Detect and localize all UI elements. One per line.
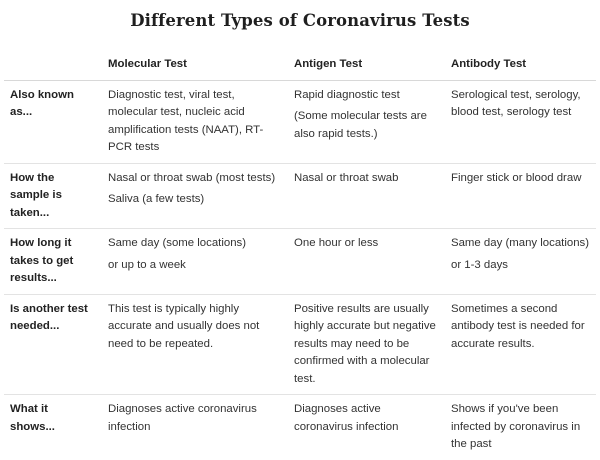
table-row [4,395,596,460]
cell-text: or up to a week [108,258,186,271]
cell-text: This test is typically highly accurate and usually does not need to be repeated. [108,302,260,350]
cell-antibody [445,163,596,229]
header-molecular-test: Molecular Test [102,56,288,80]
cell-antibody [445,294,596,395]
row-label: How the sample is taken... [4,163,102,229]
cell-text: Sometimes a second antibody test is needed for accurate results. [451,302,585,350]
cell-text: Rapid diagnostic test [294,88,400,101]
cell-antigen [288,294,445,395]
row-label: Also known as... [4,80,102,163]
cell-text: Diagnoses active coronavirus infection [294,403,399,433]
table-header-row [4,56,596,80]
comparison-table [4,56,596,460]
header-antibody-test: Antibody Test [445,56,596,80]
table-row [4,163,596,229]
row-label: What it shows... [4,395,102,460]
row-label: Is another test needed... [4,294,102,395]
cell-molecular [102,229,288,295]
table-row [4,80,596,163]
cell-text: Nasal or throat swab (most tests) [108,171,276,184]
cell-text: (Some molecular tests are also rapid tests.) [294,110,427,140]
cell-molecular [102,395,288,460]
cell-antigen [288,395,445,460]
header-empty [4,56,102,80]
cell-antigen [288,229,445,295]
cell-text: Diagnostic test, viral test, molecular test, nucleic acid amplification tests (NAAT), RT-PCR tests [108,88,264,153]
cell-antigen [288,163,445,229]
cell-text: Nasal or throat swab [294,171,399,184]
cell-antibody [445,229,596,295]
cell-text: or 1-3 days [451,258,508,271]
cell-antibody [445,80,596,163]
cell-text: Same day (many locations) [451,237,590,249]
cell-molecular [102,80,288,163]
cell-antigen [288,80,445,163]
cell-molecular [102,294,288,395]
cell-text: Shows if you've been infected by coronavirus in the past [451,403,581,450]
cell-text: Same day (some locations) [108,237,247,249]
cell-text: Diagnoses active coronavirus infection [108,403,257,433]
table-row [4,294,596,395]
cell-text: One hour or less [294,237,379,249]
cell-text: Finger stick or blood draw [451,171,582,184]
cell-antibody [445,395,596,460]
row-label: How long it takes to get results... [4,229,102,295]
page-title: Different Types of Coronavirus Tests [130,11,470,30]
cell-text: Positive results are usually highly accurate but negative results may need to be confirmed with a molecular test. [294,302,436,385]
cell-text: Serological test, serology, blood test, serology test [451,88,581,118]
header-antigen-test: Antigen Test [288,56,445,80]
cell-text: Saliva (a few tests) [108,193,205,205]
cell-molecular [102,163,288,229]
table-row [4,229,596,295]
